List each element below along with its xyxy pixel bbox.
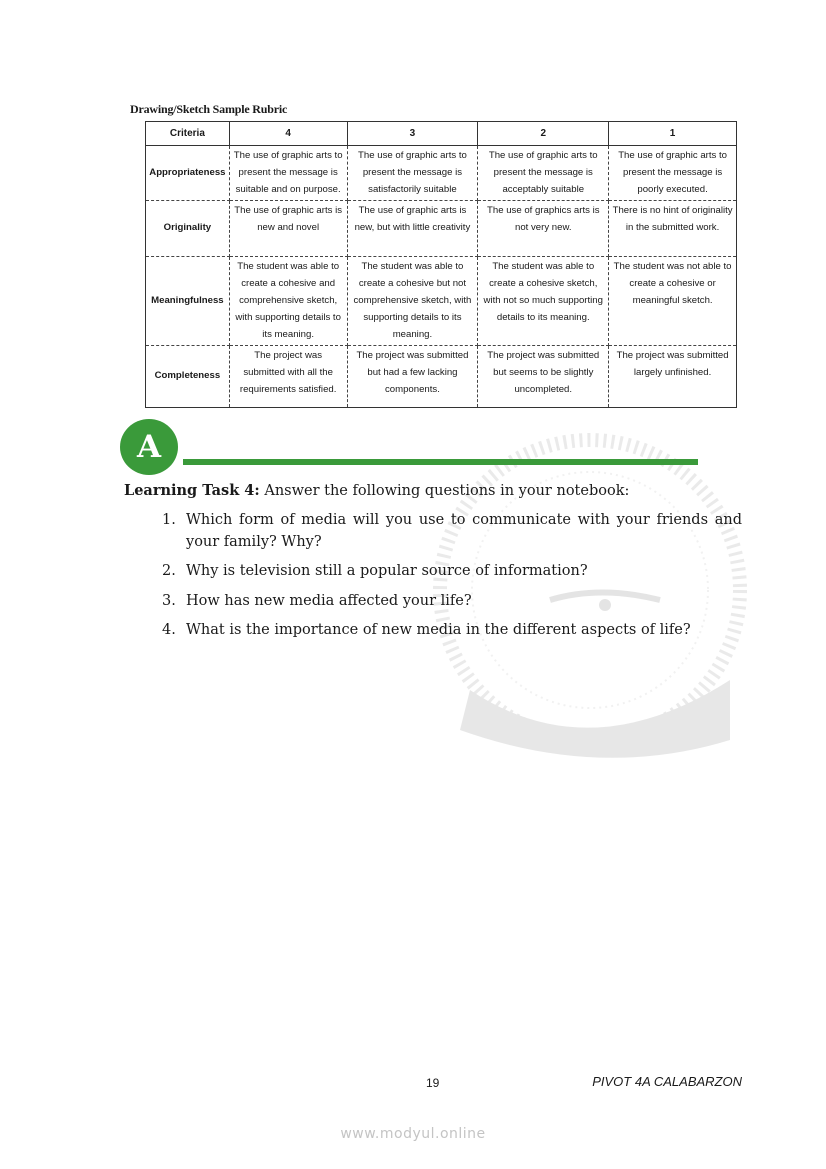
list-item <box>162 620 742 642</box>
page-number: 19 <box>426 1076 440 1090</box>
rubric-cell: The student was not able to create a cohesive or meaningful sketch. <box>609 257 737 346</box>
learning-task-heading <box>124 482 629 499</box>
criteria-cell: Completeness <box>146 346 230 408</box>
question-number: 2. <box>162 563 176 579</box>
rubric-header-row <box>146 122 737 146</box>
table-row <box>146 146 737 201</box>
rubric-cell: The project was submitted with all the requirements satisfied. <box>229 346 347 408</box>
rubric-cell: The project was submitted largely unfinished. <box>609 346 737 408</box>
rubric-title: Drawing/Sketch Sample Rubric <box>130 102 288 116</box>
rubric-cell: The project was submitted but had a few lacking components. <box>347 346 478 408</box>
criteria-cell: Appropriateness <box>146 146 230 201</box>
criteria-cell: Originality <box>146 201 230 257</box>
header-score-1: 1 <box>609 122 737 146</box>
table-row <box>146 257 737 346</box>
rubric-cell: The use of graphic arts is new, but with little creativity <box>347 201 478 257</box>
question-list <box>162 510 742 650</box>
rubric-cell: The student was able to create a cohesive sketch, with not so much supporting details to its meaning. <box>478 257 609 346</box>
footer-brand: PIVOT 4A CALABARZON <box>592 1074 742 1089</box>
rubric-cell: There is no hint of originality in the submitted work. <box>609 201 737 257</box>
list-item <box>162 510 742 553</box>
website-watermark: www.modyul.online <box>340 1126 486 1142</box>
rubric-table <box>145 121 737 408</box>
question-number: 3. <box>162 592 176 609</box>
question-text: Which form of media will you use to communicate with your friends and your family? Why? <box>186 512 742 550</box>
rubric-cell: The use of graphic arts to present the message is suitable and on purpose. <box>229 146 347 201</box>
question-text: Why is television still a popular source of information? <box>186 563 588 579</box>
question-number: 1. <box>162 512 176 528</box>
list-item <box>162 591 742 613</box>
question-number: 4. <box>162 622 176 638</box>
rubric-cell: The use of graphic arts is new and novel <box>229 201 347 257</box>
task-instruction: Answer the following questions in your notebook: <box>264 483 630 499</box>
rubric-cell: The use of graphic arts to present the message is poorly executed. <box>609 146 737 201</box>
criteria-cell: Meaningfulness <box>146 257 230 346</box>
list-item <box>162 561 742 583</box>
header-score-4: 4 <box>229 122 347 146</box>
section-badge-a: A <box>120 419 178 475</box>
table-row <box>146 346 737 408</box>
rubric-cell: The student was able to create a cohesive but not comprehensive sketch, with supporting details to its meaning. <box>347 257 478 346</box>
table-row <box>146 201 737 257</box>
rubric-cell: The student was able to create a cohesive and comprehensive sketch, with supporting details to its meaning. <box>229 257 347 346</box>
question-text: How has new media affected your life? <box>186 592 472 609</box>
question-text: What is the importance of new media in the different aspects of life? <box>186 622 691 638</box>
header-criteria: Criteria <box>146 122 230 146</box>
header-score-3: 3 <box>347 122 478 146</box>
rubric-cell: The project was submitted but seems to be slightly uncompleted. <box>478 346 609 408</box>
rubric-cell: The use of graphic arts to present the message is satisfactorily suitable <box>347 146 478 201</box>
task-label: Learning Task 4: <box>124 482 260 499</box>
section-divider <box>183 459 698 465</box>
rubric-cell: The use of graphic arts to present the message is acceptably suitable <box>478 146 609 201</box>
header-score-2: 2 <box>478 122 609 146</box>
rubric-cell: The use of graphics arts is not very new. <box>478 201 609 257</box>
